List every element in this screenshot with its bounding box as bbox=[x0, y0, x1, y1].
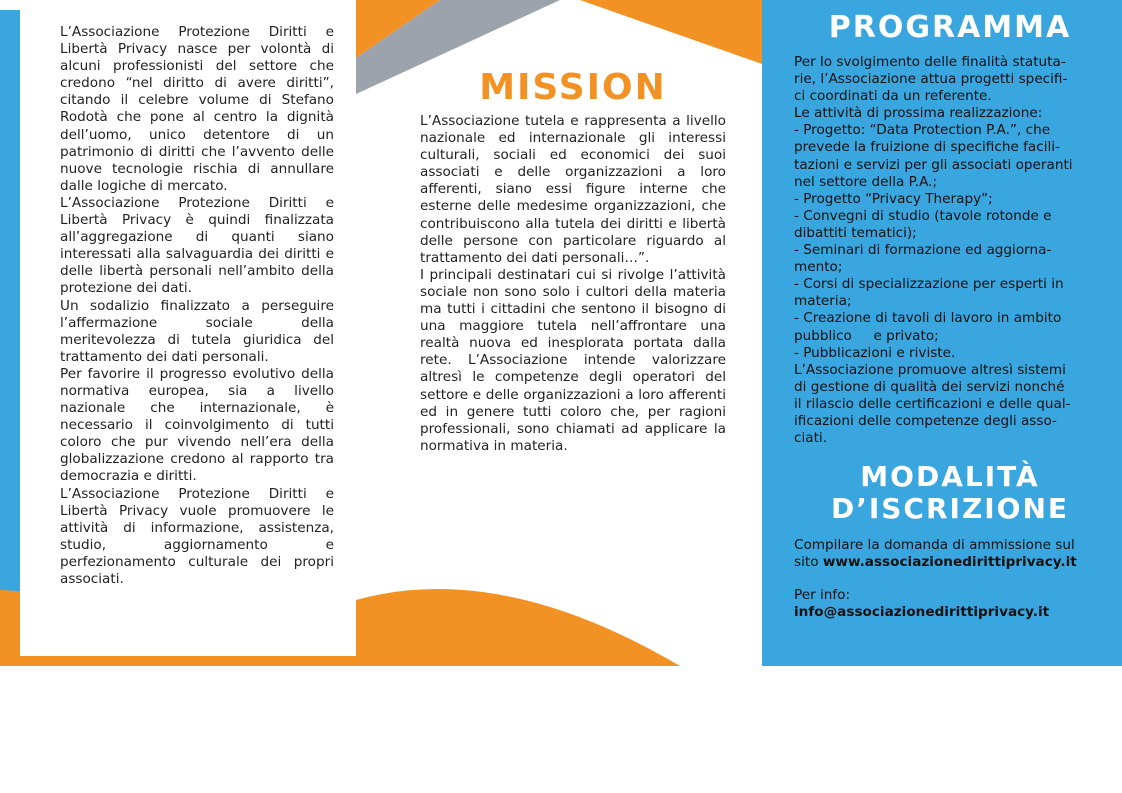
website-prefix: sito bbox=[794, 554, 823, 571]
left-paragraph-4: Per favorire il progresso evolutivo della normativa europea, sia a livello nazionale che internazionale, è necessario il coinvolgimento di tutti coloro che pur vivendo nell’era della globalizzazione credono al rapporto tra democrazia e diritti. bbox=[60, 365, 334, 485]
left-paragraph-3: Un sodalizio finalizzato a perseguire l’affermazione sociale della meritevolezza di tutela giuridica del trattamento dei dati personali. bbox=[60, 297, 334, 365]
programma-line: nel settore della P.A.; bbox=[794, 173, 938, 190]
website-link[interactable]: www.associazionedirittiprivacy.it bbox=[822, 554, 1077, 571]
programma-line: - Seminari di formazione ed aggiorna- bbox=[794, 242, 1052, 259]
programma-line: - Convegni di studio (tavole rotonde e bbox=[794, 207, 1052, 224]
programma-title: PROGRAMMA bbox=[828, 10, 1072, 45]
programma-line: Per lo svolgimento delle finalità statuta- bbox=[794, 54, 1066, 70]
mission-title: MISSION bbox=[479, 67, 667, 108]
email-link[interactable]: info@associazionedirittiprivacy.it bbox=[794, 604, 1050, 621]
bottom-center-orange-wave bbox=[356, 589, 680, 666]
left-paragraph-5: L’Associazione Protezione Diritti e Libertà Privacy vuole promuovere le attività di informazione, assistenza, studio, aggiornamento e perfezionamento culturale dei propri associati. bbox=[60, 485, 334, 587]
programma-panel bbox=[762, 0, 1122, 666]
programma-line: ci coordinati da un referente. bbox=[794, 88, 992, 105]
left-panel bbox=[20, 10, 356, 656]
programma-line: materia; bbox=[794, 293, 852, 310]
iscrizione-website-line bbox=[794, 554, 1106, 571]
programma-line: - Creazione di tavoli di lavoro in ambito bbox=[794, 310, 1062, 327]
programma-line: mento; bbox=[794, 259, 843, 276]
iscrizione-info bbox=[794, 537, 1106, 621]
programma-line: rie, l’Associazione attua progetti specifi- bbox=[794, 71, 1068, 88]
left-paragraph-2: L’Associazione Protezione Diritti e Libertà Privacy è quindi finalizzata all’aggregazione di quanti siano interessati alla salvaguardia dei diritti e delle libertà personali nell’ambito della protezione dei dati. bbox=[60, 194, 334, 297]
spacer bbox=[794, 571, 1106, 587]
programma-line: il rilascio delle certificazioni e delle qual- bbox=[794, 395, 1071, 412]
iscrizione-title-line-1: MODALITÀ bbox=[860, 460, 1040, 494]
programma-line: ificazioni delle competenze degli asso- bbox=[794, 412, 1057, 429]
programma-line: ciati. bbox=[794, 430, 828, 447]
left-blue-stripe bbox=[0, 10, 22, 666]
iscrizione-title bbox=[794, 461, 1106, 525]
programma-line: L’Associazione promuove altresì sistemi bbox=[794, 361, 1066, 378]
mission-panel bbox=[420, 10, 726, 455]
programma-line: - Pubblicazioni e riviste. bbox=[794, 344, 956, 361]
info-label: Per info: bbox=[794, 587, 851, 604]
mission-paragraph-2: I principali destinatari cui si rivolge l’attività sociale non sono solo i cultori della materia ma tutti i cittadini che sentono il bisogno di una maggiore tutela nell’affrontare una realtà nuova ed inesplorata portata dalla rete. L’Associazione intende valorizzare altresì le competenze degli operatori del settore e delle organizzazioni a loro afferenti ed in genere tutti coloro che, per ragioni professionali, sono chiamati ad applicare la normativa in materia. bbox=[420, 266, 726, 454]
programma-line: prevede la fruizione di specifiche facili- bbox=[794, 139, 1060, 156]
programma-line: - Progetto “Privacy Therapy”; bbox=[794, 190, 993, 207]
iscrizione-instructions: Compilare la domanda di ammissione sul bbox=[794, 537, 1075, 554]
programma-text bbox=[794, 54, 1106, 447]
programma-line: di gestione di qualità dei servizi nonché bbox=[794, 378, 1065, 395]
programma-line: Le attività di prossima realizzazione: bbox=[794, 105, 1043, 122]
programma-line: - Progetto: “Data Protection P.A.”, che bbox=[794, 122, 1051, 139]
iscrizione-title-line-2: D’ISCRIZIONE bbox=[830, 492, 1070, 526]
programma-line: - Corsi di specializzazione per esperti in bbox=[794, 276, 1064, 293]
left-paragraph-1: L’Associazione Protezione Diritti e Libertà Privacy nasce per volontà di alcuni professionisti del settore che credono “nel diritto di avere diritti”, citando il celebre volume di Stefano Rodotà che pone al centro la dignità dell’uomo, unico detentore di un patrimonio di diritti che l’avvento delle nuove tecnologie rischia di annullare dalle logiche di mercato. bbox=[60, 24, 334, 194]
programma-line: tazioni e servizi per gli associati operanti bbox=[794, 156, 1073, 173]
mission-paragraph-1: L’Associazione tutela e rappresenta a livello nazionale ed internazionale gli interessi culturali, sociali ed economici dei suoi associati e delle organizzazioni a loro afferenti, siano essi figure interne che esterne delle medesime organizzazioni, che contribuiscono alla tutela dei diritti e libertà delle persone con particolare riguardo al trattamento dei dati personali…”. bbox=[420, 113, 726, 266]
programma-line: dibattiti tematici); bbox=[794, 224, 917, 241]
programma-line: pubblico e privato; bbox=[794, 327, 939, 344]
